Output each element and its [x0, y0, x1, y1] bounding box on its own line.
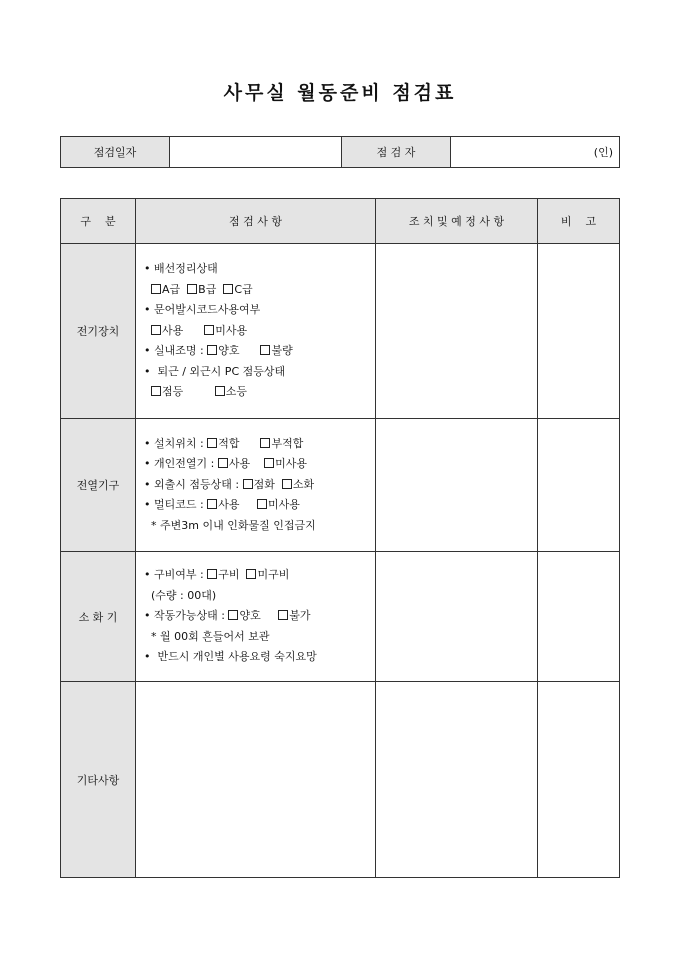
checkbox[interactable]	[282, 479, 292, 489]
note-cell[interactable]	[538, 552, 620, 682]
check-item: • 개인전열기 : 사용 미사용	[144, 457, 307, 471]
checkbox[interactable]	[278, 610, 288, 620]
check-options: A급 B급 C급	[144, 280, 375, 301]
checkbox[interactable]	[215, 386, 225, 396]
items-other[interactable]	[136, 682, 376, 878]
check-item: • 설치위치 : 적합 부적합	[144, 436, 304, 450]
category-heaters: 전열기구	[61, 419, 136, 552]
action-cell[interactable]	[376, 244, 538, 419]
checkbox[interactable]	[207, 499, 217, 509]
header-items: 점 검 사 항	[136, 199, 376, 244]
checkbox[interactable]	[257, 499, 267, 509]
checkbox[interactable]	[151, 284, 161, 294]
check-item: • 실내조명 : 양호 불량	[144, 344, 293, 358]
checkbox[interactable]	[228, 610, 238, 620]
action-cell[interactable]	[376, 419, 538, 552]
check-item: • 반드시 개인별 사용요령 숙지요망	[144, 650, 317, 664]
check-item: • 구비여부 : 구비 미구비	[144, 568, 290, 582]
header-category: 구 분	[61, 199, 136, 244]
header-note: 비 고	[538, 199, 620, 244]
page-title: 사무실 월동준비 점검표	[223, 82, 457, 104]
inspector-label: 점 검 자	[342, 137, 451, 168]
checkbox[interactable]	[218, 458, 228, 468]
checkbox[interactable]	[260, 345, 270, 355]
check-note: * 주변3m 이내 인화물질 인접금지	[144, 518, 316, 532]
seal-mark: (인)	[593, 146, 613, 159]
note-cell[interactable]	[538, 419, 620, 552]
category-extinguisher: 소 화 기	[61, 552, 136, 682]
inspection-date-label: 점검일자	[61, 137, 170, 168]
table-row	[61, 244, 620, 419]
checkbox[interactable]	[223, 284, 233, 294]
check-item: • 멀티코드 : 사용 미사용	[144, 498, 300, 512]
note-cell[interactable]	[538, 244, 620, 419]
check-item: • 퇴근 / 외근시 PC 점등상태	[144, 364, 286, 378]
checkbox[interactable]	[264, 458, 274, 468]
checkbox[interactable]	[260, 438, 270, 448]
items-heaters	[136, 419, 376, 552]
checkbox[interactable]	[207, 569, 217, 579]
table-row	[61, 682, 620, 878]
inspection-info-table	[60, 136, 620, 168]
items-electrical	[136, 244, 376, 419]
checkbox[interactable]	[187, 284, 197, 294]
checkbox[interactable]	[207, 438, 217, 448]
checkbox[interactable]	[243, 479, 253, 489]
table-row	[61, 552, 620, 682]
check-options: 점등 소등	[144, 382, 375, 403]
header-action: 조 치 및 예 정 사 항	[376, 199, 538, 244]
table-row	[61, 419, 620, 552]
items-extinguisher	[136, 552, 376, 682]
check-item: • 문어발시코드사용여부	[144, 303, 261, 317]
checkbox[interactable]	[246, 569, 256, 579]
category-other: 기타사항	[61, 682, 136, 878]
checkbox[interactable]	[151, 386, 161, 396]
checkbox[interactable]	[207, 345, 217, 355]
check-item: • 배선정리상태	[144, 262, 218, 276]
inspection-date-field[interactable]	[170, 137, 342, 168]
checklist-table	[60, 198, 620, 878]
category-electrical: 전기장치	[61, 244, 136, 419]
check-options: 사용 미사용	[144, 321, 375, 342]
checkbox[interactable]	[204, 325, 214, 335]
checkbox[interactable]	[151, 325, 161, 335]
note-cell[interactable]	[538, 682, 620, 878]
check-item: • 작동가능상태 : 양호 불가	[144, 609, 311, 623]
action-cell[interactable]	[376, 682, 538, 878]
inspector-signature-field[interactable]	[451, 137, 620, 168]
check-note: * 월 00회 흔들어서 보관	[144, 629, 270, 643]
check-item: • 외출시 점등상태 : 점화 소화	[144, 477, 315, 491]
action-cell[interactable]	[376, 552, 538, 682]
check-note: (수량 : 00대)	[144, 588, 217, 602]
